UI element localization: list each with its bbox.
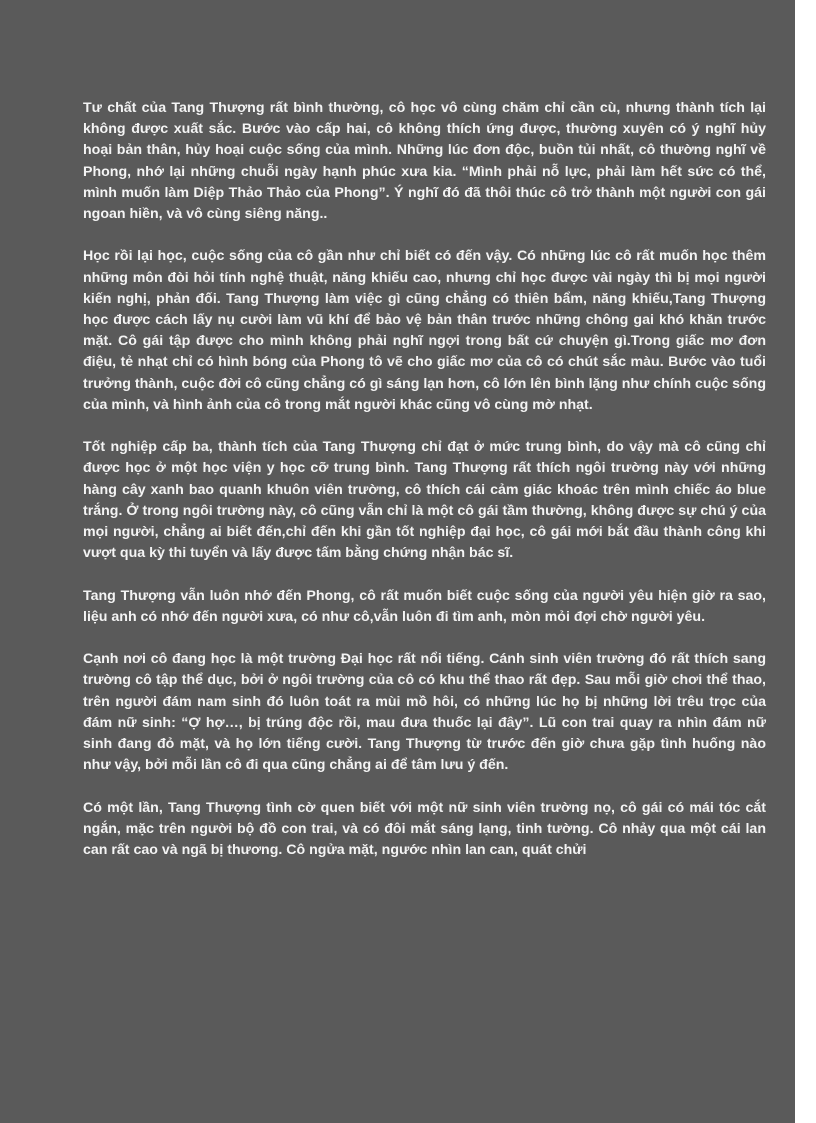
paragraph-3: Tốt nghiệp cấp ba, thành tích của Tang Thượng chỉ đạt ở mức trung bình, do vậy mà cô cũng chỉ được học ở một học viện y học cỡ trung bình. Tang Thượng rất thích ngôi trường này với những hàng cây xanh bao quanh khuôn viên trường, cô thích cái cảm giác khoác trên mình chiếc áo blue trắng. Ở trong ngôi trường này, cô cũng vẫn chỉ là một cô gái tầm thường, không được sự chú ý của mọi người, chẳng ai biết đến,chỉ đến khi gần tốt nghiệp đại học, cô gái mới bắt đầu thành công khi vượt qua kỳ thi tuyển và lấy được tấm bằng chứng nhận bác sĩ. <box>83 439 766 562</box>
body-text <box>83 98 766 882</box>
paragraph-2: Học rồi lại học, cuộc sống của cô gần như chỉ biết có đến vậy. Có những lúc cô rất muốn học thêm những môn đòi hỏi tính nghệ thuật, năng khiếu cao, nhưng chỉ học được vài ngày thì bị mọi người kiến nghị, phản đối. Tang Thượng làm việc gì cũng chẳng có thiên bẩm, năng khiếu,Tang Thượng học được cách lấy nụ cười làm vũ khí để bảo vệ bản thân trước những chông gai khó khăn trước mặt. Cô gái tập được cho mình không phải nghĩ ngợi trong bất cứ chuyện gì.Trong giấc mơ đơn điệu, tẻ nhạt chỉ có hình bóng của Phong tô vẽ cho giấc mơ của cô có chút sắc màu. Bước vào tuổi trưởng thành, cuộc đời cô cũng chẳng có gì sáng lạn hơn, cô lớn lên bình lặng như chính cuộc sống của mình, và hình ảnh của cô trong mắt người khác cũng vô cùng mờ nhạt. <box>83 248 766 413</box>
paragraph-6: Có một lần, Tang Thượng tình cờ quen biết với một nữ sinh viên trường nọ, cô gái có mái tóc cắt ngắn, mặc trên người bộ đồ con trai, và có đôi mắt sáng lạng, tinh tường. Cô nhảy qua một cái lan can rất cao và ngã bị thương. Cô ngửa mặt, ngước nhìn lan can, quát chửi <box>83 799 766 859</box>
paragraph-5: Cạnh nơi cô đang học là một trường Đại học rất nổi tiếng. Cánh sinh viên trường đó rất thích sang trường cô tập thể dục, bởi ở ngôi trường của cô có khu thể thao rất đẹp. Sau mỗi giờ chơi thể thao, trên người đám nam sinh đó luôn toát ra mùi mồ hôi, có những lúc họ bị những lời trêu trọc của đám nữ sinh: “Ợ hợ…, bị trúng độc rồi, mau đưa thuốc lại đây”. Lũ con trai quay ra nhìn đám nữ sinh đang đỏ mặt, và họ lớn tiếng cười. Tang Thượng từ trước đến giờ chưa gặp tình huống nào như vậy, bởi mỗi lần cô đi qua cũng chẳng ai để tâm lưu ý đến. <box>83 651 766 774</box>
paragraph-4: Tang Thượng vẫn luôn nhớ đến Phong, cô rất muốn biết cuộc sống của người yêu hiện giờ ra sao, liệu anh có nhớ đến người xưa, có như cô,vẫn luôn đi tìm anh, mòn mỏi đợi chờ người yêu. <box>83 587 766 625</box>
paragraph-1: Tư chất của Tang Thượng rất bình thường, cô học vô cùng chăm chỉ cần cù, nhưng thành tích lại không được xuất sắc. Bước vào cấp hai, cô không thích ứng được, thường xuyên có ý nghĩ hủy hoại bản thân, hủy hoại cuộc sống của mình. Những lúc đơn độc, buồn tủi nhất, cô thường nghĩ về Phong, nhớ lại những chuỗi ngày hạnh phúc xưa kia. “Mình phải nỗ lực, phải làm hết sức có thể, mình muốn làm Diệp Thảo Thảo của Phong”. Ý nghĩ đó đã thôi thúc cô trở thành một người con gái ngoan hiền, và vô cùng siêng năng.. <box>83 100 766 223</box>
